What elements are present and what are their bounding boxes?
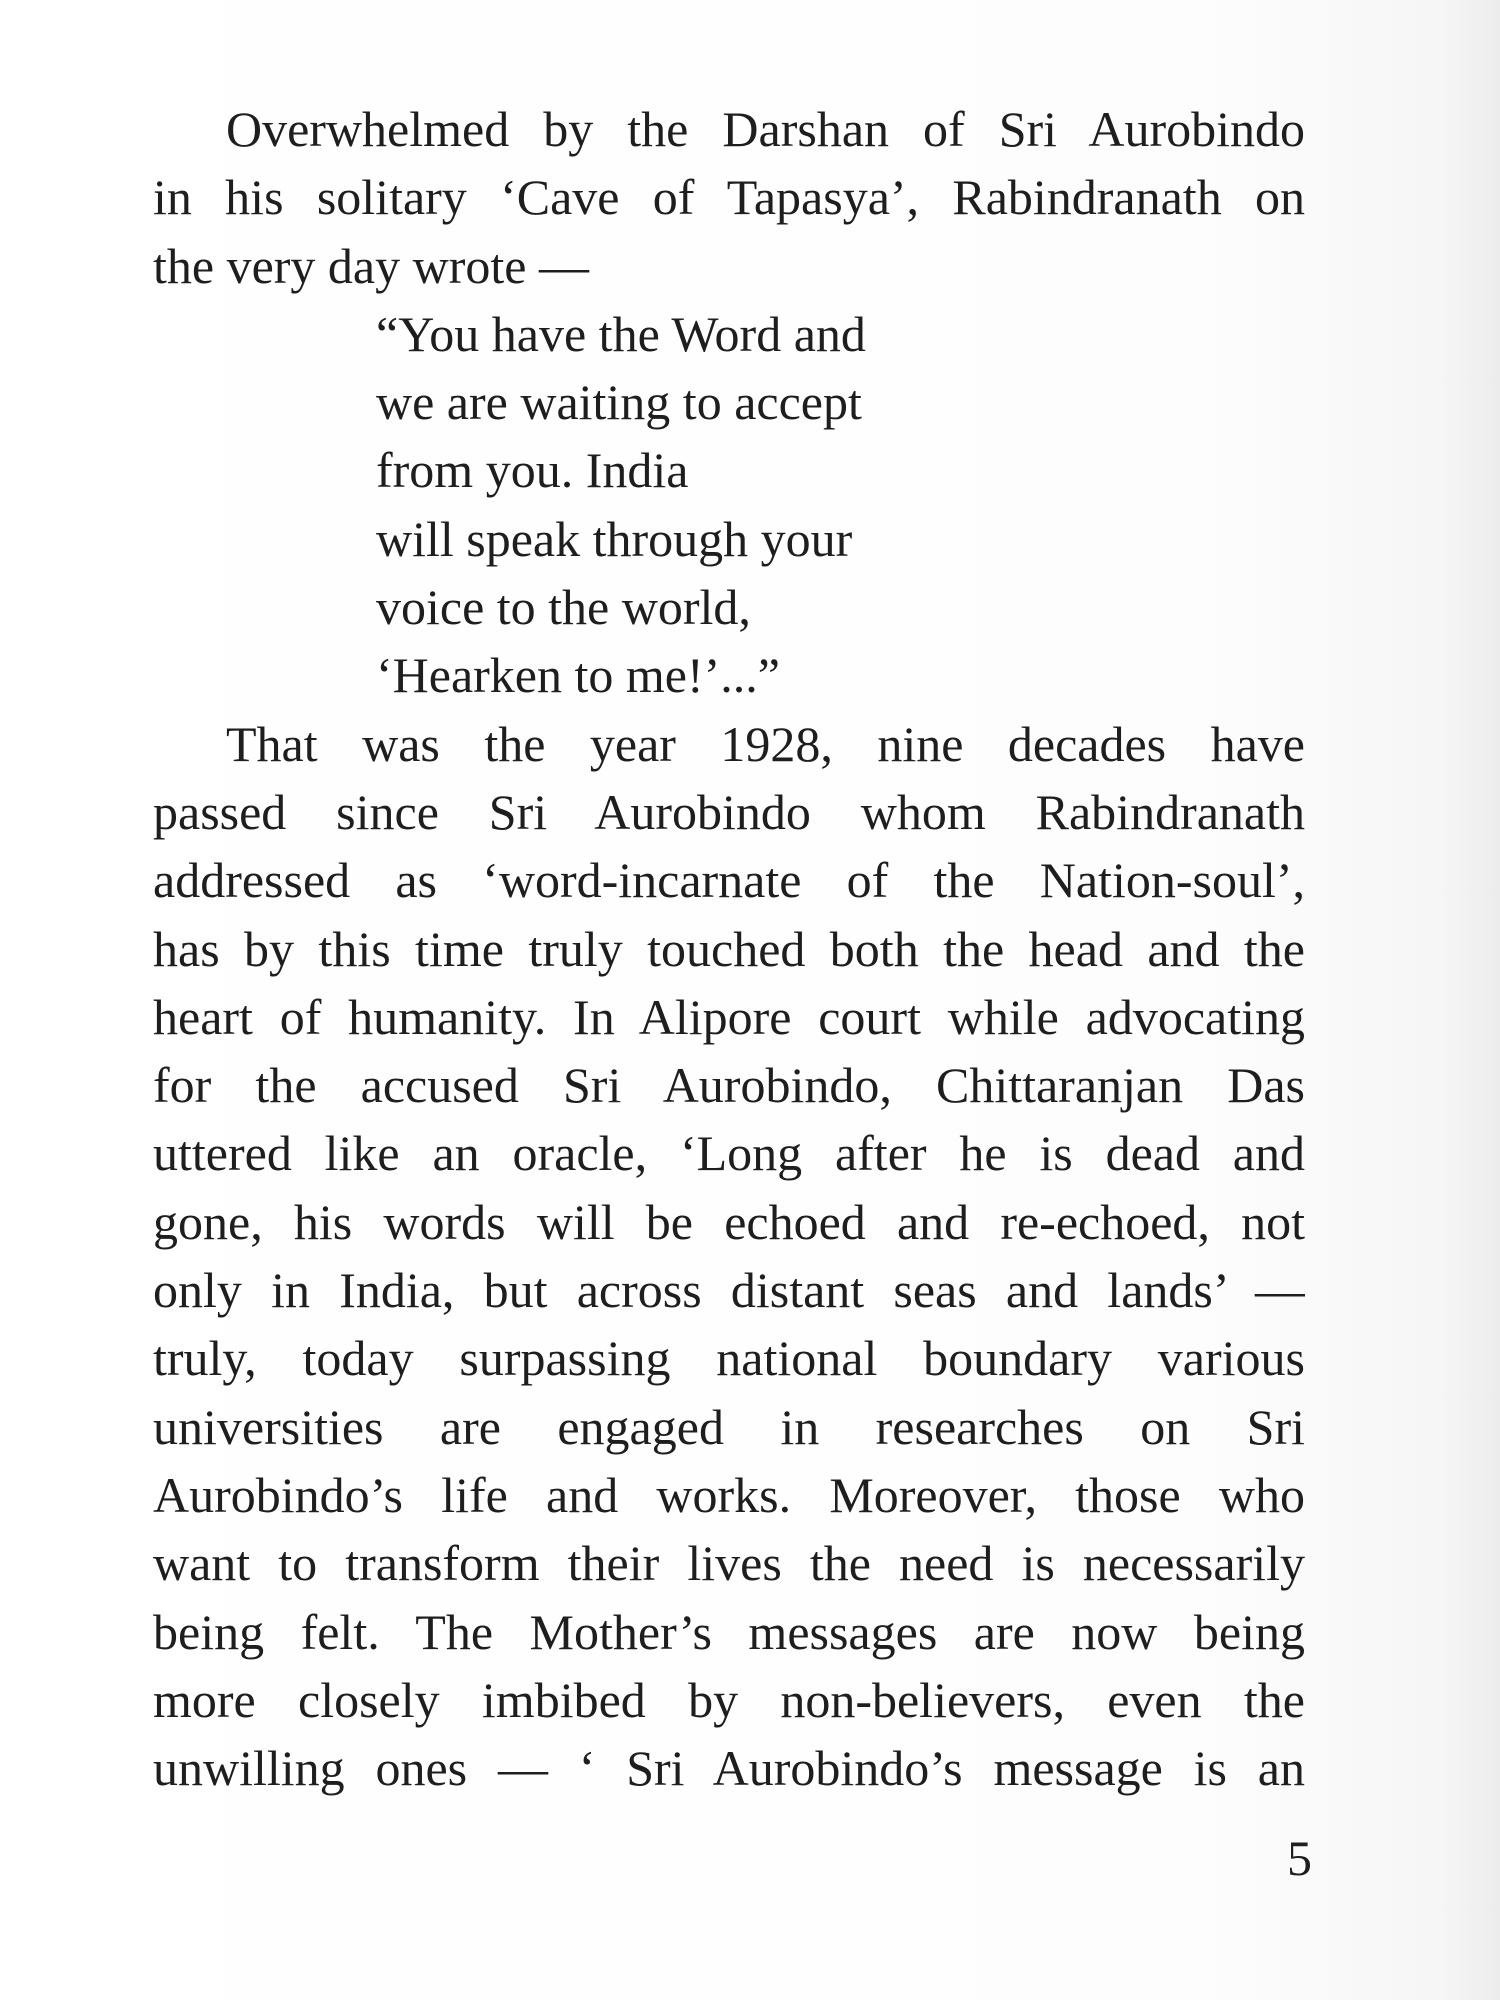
text-line: want to transform their lives the need is necessarily <box>153 1535 1305 1592</box>
text-line: Aurobindo’s life and works. Moreover, those who <box>153 1466 1305 1523</box>
verse-line: will speak through your <box>376 510 853 567</box>
text-line: more closely imbibed by non-believers, even the <box>153 1671 1305 1728</box>
text-line: passed since Sri Aurobindo whom Rabindranath <box>153 783 1305 840</box>
text-line: has by this time truly touched both the head and the <box>153 920 1305 977</box>
verse-line: voice to the world, <box>376 579 751 636</box>
text-line: gone, his words will be echoed and re-echoed, not <box>153 1193 1305 1250</box>
verse-line: from you. India <box>376 442 689 499</box>
page-number: 5 <box>1287 1830 1312 1886</box>
text-line: Overwhelmed by the Darshan of Sri Aurobindo <box>226 101 1305 157</box>
text-line: That was the year 1928, nine decades have <box>226 715 1305 772</box>
body-text <box>153 95 1305 1802</box>
verse-line: ‘Hearken to me!’...” <box>376 647 780 704</box>
text-line: for the accused Sri Aurobindo, Chittaranjan Das <box>153 1057 1305 1114</box>
text-line: being felt. The Mother’s messages are now being <box>153 1603 1305 1660</box>
text-line: truly, today surpassing national boundary various <box>153 1330 1305 1387</box>
text-line: uttered like an oracle, ‘Long after he is dead and <box>153 1125 1305 1182</box>
text-line: unwilling ones — ‘ Sri Aurobindo’s message is an <box>153 1740 1305 1797</box>
text-line: the very day wrote — <box>153 237 589 294</box>
text-line: only in India, but across distant seas and lands’ — <box>153 1262 1305 1319</box>
verse-line: “You have the Word and <box>376 305 866 362</box>
text-line: heart of humanity. In Alipore court while advocating <box>153 988 1305 1045</box>
text-line: universities are engaged in researches on Sri <box>153 1398 1305 1455</box>
text-line: addressed as ‘word-incarnate of the Nation-soul’, <box>153 852 1305 909</box>
verse-line: we are waiting to accept <box>376 374 862 431</box>
text-line: in his solitary ‘Cave of Tapasya’, Rabindranath on <box>153 169 1305 226</box>
